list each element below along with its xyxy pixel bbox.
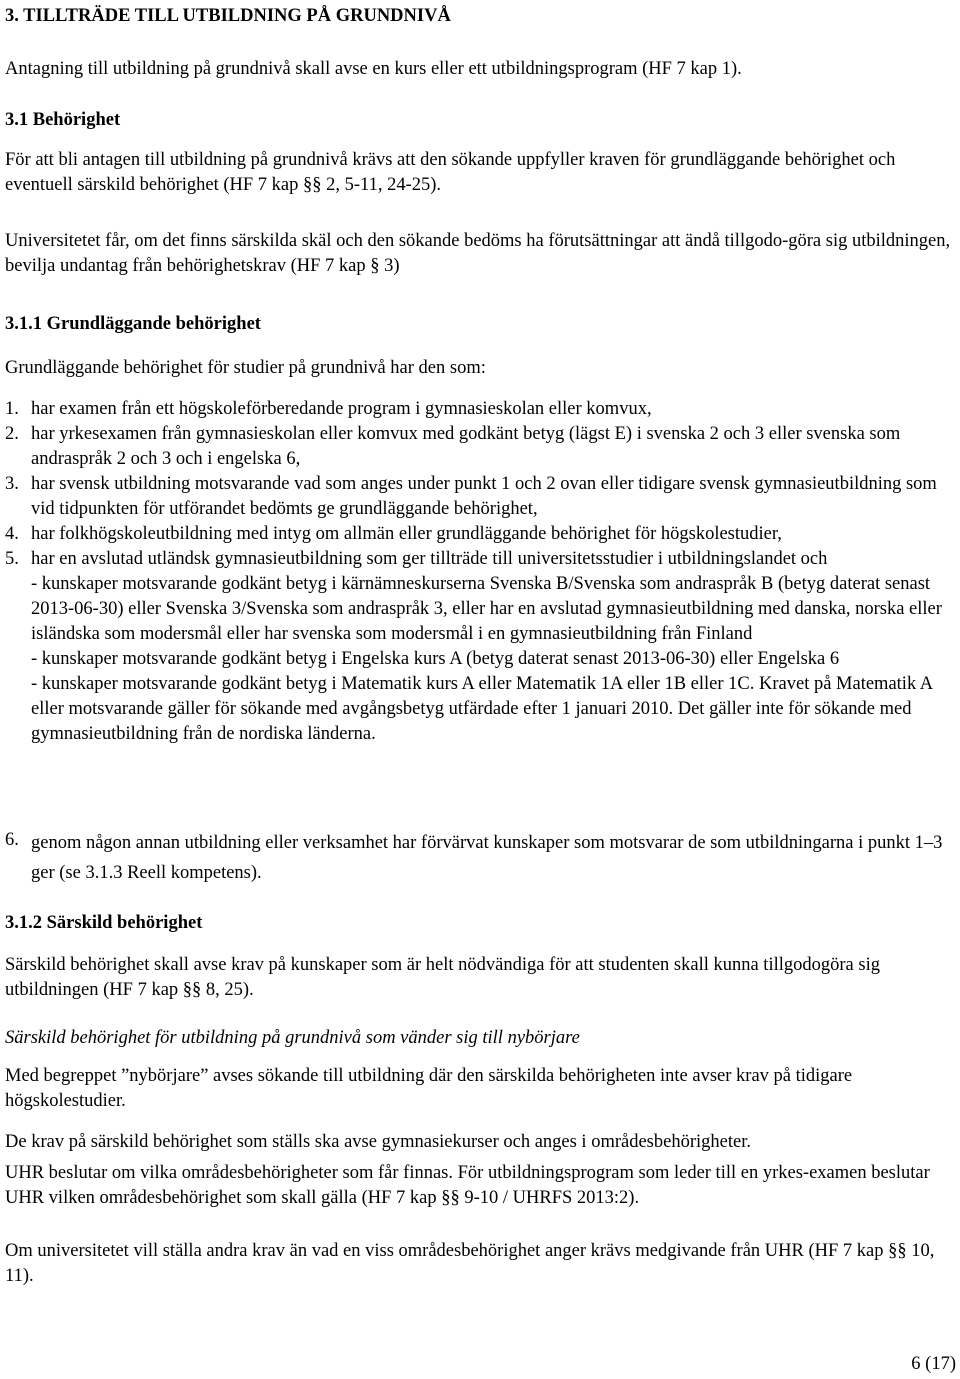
list-item-text: genom någon annan utbildning eller verksamhet har förvärvat kunskaper som motsvarar de som utbildningarna i punkt 1–3 ger (se 3.1.3 Reell kompetens). xyxy=(31,833,943,883)
list-item xyxy=(5,547,954,572)
list-item xyxy=(5,522,954,547)
eligibility-heading: 3.1 Behörighet xyxy=(5,110,121,130)
list-item-6 xyxy=(5,828,954,888)
list-item-number: 4. xyxy=(5,524,19,544)
sublist-mathematics: - kunskaper motsvarande godkänt betyg i Matematik kurs A eller Matematik 1A eller 1B eller 1C. Kravet på Matematik A eller motsvarande gäller för sökande med avgångsbetyg utfärdade efter 1 januari 2010. Det gäller inte för sökande med gymnasieutbildning från de nordiska länderna. xyxy=(31,674,933,744)
list-item xyxy=(5,397,954,422)
page-number: 6 (17) xyxy=(911,1354,956,1374)
basic-eligibility-lead: Grundläggande behörighet för studier på grundnivå har den som: xyxy=(5,358,486,378)
list-item xyxy=(5,472,954,522)
basic-eligibility-heading: 3.1.1 Grundläggande behörighet xyxy=(5,314,261,334)
sublist-english: - kunskaper motsvarande godkänt betyg i Engelska kurs A (betyg daterat senast 2013-06-30) eller Engelska 6 xyxy=(31,649,840,669)
section-heading: 3. TILLTRÄDE TILL UTBILDNING PÅ GRUNDNIVÅ xyxy=(5,6,451,26)
special-paragraph-3b: UHR beslutar om vilka områdesbehörigheter som får finnas. För utbildningsprogram som leder till en yrkes-examen beslutar UHR vilken områdesbehörighet som skall gälla (HF 7 kap §§ 9-10 / UHRFS 2013:2). xyxy=(5,1163,930,1208)
list-item-number: 2. xyxy=(5,424,19,444)
list-item-text: har yrkesexamen från gymnasieskolan eller komvux med godkänt betyg (lägst E) i svenska 2 och 3 eller svenska som andraspråk 2 och 3 och i engelska 6, xyxy=(31,424,901,469)
list-item-number: 3. xyxy=(5,474,19,494)
sublist-swedish: - kunskaper motsvarande godkänt betyg i kärnämneskurserna Svenska B/Svenska som andraspråk B (betyg daterat senast 2013-06-30) eller Svenska 3/Svenska som andraspråk 3, eller har en avslutad gymnasieutbildning med danska, norska eller isländska som modersmål eller har svenska som modersmål i en gymnasieutbildning från Finland xyxy=(31,574,942,644)
section-intro: Antagning till utbildning på grundnivå skall avse en kurs eller ett utbildningsprogram (HF 7 kap 1). xyxy=(5,59,742,79)
list-item-text: har svensk utbildning motsvarande vad som anges under punkt 1 och 2 ovan eller tidigare svensk gymnasieutbildning som vid tidpunkten för utförandet bedömts ge grundläggande behörighet, xyxy=(31,474,937,519)
special-paragraph-1: Särskild behörighet skall avse krav på kunskaper som är helt nödvändiga för att studenten skall kunna tillgodogöra sig utbildningen (HF 7 kap §§ 8, 25). xyxy=(5,955,880,1000)
list-item-number: 6. xyxy=(5,830,19,850)
item-5-sublist xyxy=(31,572,954,747)
special-paragraph-2: Med begreppet ”nybörjare” avses sökande till utbildning där den särskilda behörigheten inte avser krav på tidigare högskolestudier. xyxy=(5,1066,853,1111)
list-item xyxy=(5,422,954,472)
eligibility-list xyxy=(5,397,954,747)
eligibility-paragraph-2: Universitetet får, om det finns särskilda skäl och den sökande bedöms ha förutsättningar att ändå tillgodo-göra sig utbildningen, bevilja undantag från behörighetskrav (HF 7 kap § 3) xyxy=(5,231,951,276)
list-item-number: 1. xyxy=(5,399,19,419)
list-item-number: 5. xyxy=(5,549,19,569)
list-item-text: har folkhögskoleutbildning med intyg om allmän eller grundläggande behörighet för högskolestudier, xyxy=(31,524,782,544)
special-paragraph-4: Om universitetet vill ställa andra krav än vad en viss områdesbehörighet anger krävs medgivande från UHR (HF 7 kap §§ 10, 11). xyxy=(5,1241,935,1286)
list-item-text: har en avslutad utländsk gymnasieutbildning som ger tillträde till universitetsstudier i utbildningslandet och xyxy=(31,549,828,569)
special-paragraph-3a: De krav på särskild behörighet som ställs ska avse gymnasiekurser och anges i områdesbehörigheter. xyxy=(5,1132,751,1152)
special-eligibility-heading: 3.1.2 Särskild behörighet xyxy=(5,913,203,933)
eligibility-paragraph-1: För att bli antagen till utbildning på grundnivå krävs att den sökande uppfyller kraven för grundläggande behörighet och eventuell särskild behörighet (HF 7 kap §§ 2, 5-11, 24-25). xyxy=(5,150,896,195)
list-item-text: har examen från ett högskoleförberedande program i gymnasieskolan eller komvux, xyxy=(31,399,652,419)
special-subheading: Särskild behörighet för utbildning på grundnivå som vänder sig till nybörjare xyxy=(5,1028,580,1048)
